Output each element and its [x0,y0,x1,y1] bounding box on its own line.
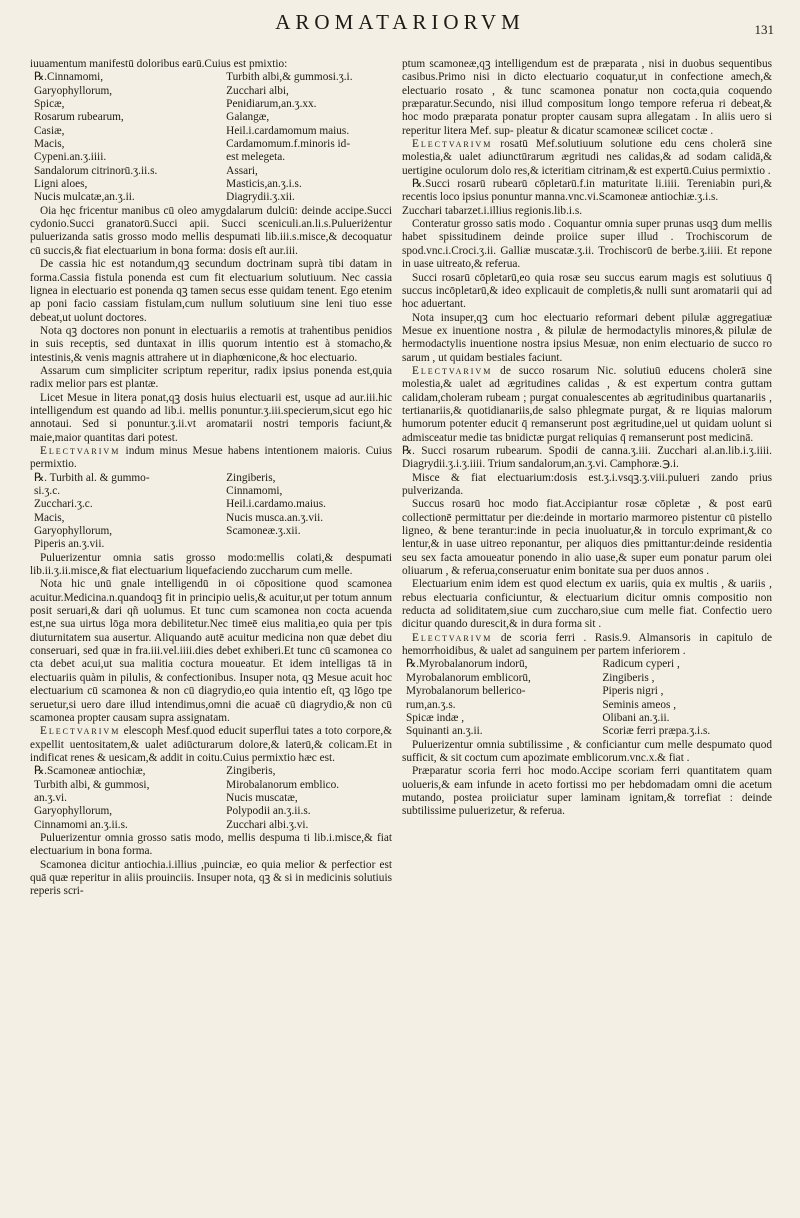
section-text: elescoph Mesf.quod educit superflui tates a toto corpore,& expellit uentositatem,& ualet adiūcturarum dolore,& laterū,& colicam.Et in indificat renes & uesicam,& addit in coitu.Cuius permixtio hæc est. [30,725,392,764]
ingredient: Garyophyllorum, [34,525,113,538]
ingredient: Macis, [34,138,65,151]
ingredient: Garyophyllorum, [34,805,113,818]
section-lead: Electvarivm [412,631,493,644]
ingredient: Zucchari albi.ʒ.vi. [226,818,309,831]
ingredient: est melegeta. [226,151,286,164]
section-lead: Electvarivm [412,138,493,151]
paragraph: ℞.Succi rosarū rubearū cōpletarū.f.in maturitate li.iiii. Tereniabin puri,& recentis loco ipsius ponuntur manna.vnc.vi.Scamoneæ antiochiæ.ʒ.i.s. [402,178,772,204]
ingredient: Turbith albi, & gummosi, [34,778,150,791]
ingredient: Nucis mulcatæ,an.ʒ.ii. [34,191,135,204]
paragraph: Assarum cum simpliciter scriptum reperitur, radix ipsius ponenda est,quia radix melior pars est plantæ. [30,364,392,391]
ingredient: Cypeni.an.ʒ.iiii. [34,151,107,164]
left-column [30,58,392,1198]
paragraph: Scamonea dicitur antiochia.i.illius ,puinciæ, eo quia melior & perfectior est quā quæ reperitur in aliis prouinciis. Insuper nota, qꝫ & si in medicinis solutiuis reperis scri- [30,858,392,898]
ingredient: Myrobalanorum emblicorū, [406,671,531,684]
ingredient: Nucis muscatæ, [226,791,298,804]
paragraph: Præparatur scoria ferri hoc modo.Accipe scoriam ferri quantitatem quam uolueris,& eam infunde in aceto fortissi mo per hebdomadam omni die acetum mutando, postea proiiciatur super laminam ignitam,& torrefiat : deinde subtilissime puluerizetur, & referua. [402,765,772,818]
ingredient: Scamoneæ.ʒ.xii. [226,525,301,538]
paragraph: Nota insuper,qꝫ cum hoc electuario reformari debent pilulæ aggregatiuæ Mesue ex inuentione nostra , & pilulæ de hermodactylis minores,& pilulæ de hermodactylis inuentione nostra ipsius Mesuæ, non enim electuario de succo ro sarum , ut quidam bestiales faciunt. [402,311,772,364]
ingredient: Cardamomum.f.minoris id- [226,138,351,151]
paragraph: Succi rosarū cōpletarū,eo quia rosæ seu succus earum magis est solutiuus q̄ succus incōpletarū,& ideo explicauit de completis,& nulli sunt aromatarii qui ad hoc aduertant. [402,271,772,311]
ingredient: Sandalorum citrinorū.ʒ.ii.s. [34,164,158,177]
ingredient: Myrobalanorum bellerico- [406,685,526,698]
paragraph: Oia hęc fricentur manibus cū oleo amygdalarum dulciū: deinde accipe.Succi cydonio.Succi granatorū.Succi apii. Succi sceniculi.an.li.s.Pulueriżentur puluerizanda satis grosso modo mellis despumati lib.iii.s.misce,& decoquatur cū succis,& fiat electuarium in bona forma: dosis eſt aur.iii. [30,204,392,257]
section-paragraph [30,445,392,472]
ingredient: Zingiberis , [602,671,655,684]
ingredient: Casiæ, [34,124,65,137]
running-title: AROMATARIORVM [275,10,525,34]
paragraph: Puluerizentur omnia subtilissime , & conficiantur cum melle despumato quod sufficit, & sit coctum cum apozimate emblicorum.vnc.x.& fiat . [402,738,772,764]
section-paragraph [402,365,772,445]
ingredient-list [402,658,772,738]
ingredient: ℞.Scamoneæ antiochiæ, [34,765,146,778]
paragraph: Electuarium enim idem est quod electum ex uariis, quia ex multis , & uariis , rebus electuaria conficiuntur, & electuarium dicitur omnis compositio non reducta ad soliditatem,siue cum zuccharo,siue cum melle fiat. Confectio uero dicitur quando durescit,& in dura forma sit . [402,578,772,631]
paragraph: Puluerizentur omnia satis grosso modo:mellis colati,& despumati lib.ii.ʒ.ii.misce,& fiat electuarium liquefaciendo zuccharum cum melle. [30,551,392,578]
paragraph: Succus rosarū hoc modo fiat.Accipiantur rosæ cōpletæ , & post earū collectionē permittatur per die:deinde in mortario marmoreo pistentur cū pistello ligneo, & bene terantur:inde in pecia inuoluatur,& in torculo exprimant,& co lentur,& in uase uitreo reponantur, per aliquos dies pmittantur:deinde residentia seu sex facta amoueatur ponendo in alio uase,& super eum ponatur parum olei oliuarum , & referua,conseruatur enim bonitate sua per duos annos . [402,498,772,578]
ingredient: Penidiarum,an.ʒ.xx. [226,98,317,111]
paragraph: Puluerizentur omnia grosso satis modo, mellis despuma ti lib.i.misce,& fiat electuarium in bona forma. [30,831,392,858]
ingredient: Assari, [226,164,258,177]
ingredient: rum,an.ʒ.s. [406,698,456,711]
section-paragraph [30,725,392,765]
ingredient: Spicæ, [34,98,65,111]
ingredient: Zucchari albi, [226,84,289,97]
ingredient: Zingiberis, [226,471,276,484]
ingredient: Heil.i.cardamo.maius. [226,498,326,511]
ingredient: si.ʒ.c. [34,485,61,497]
ingredient: ℞.Cinnamomi, [34,71,104,84]
ingredient: Turbith albi,& gummosi.ʒ.i. [226,71,353,84]
paragraph: Conteratur grosso satis modo . Coquantur omnia super prunas usqꝫ dum mellis habet spissitudinem deinde proiice super illud . Trochiscorum de spod.vnc.i.Croci.ʒ.ii. Galliæ muscatæ.ʒ.ii. Trochiscorū de berbe.ʒ.iiii. Et repone in uase uitreato,& referua. [402,218,772,271]
section-lead: Electvarivm [412,364,493,377]
ingredient: Masticis,an.ʒ.i.s. [226,178,302,191]
ingredient: Piperis nigri , [602,685,664,698]
ingredient: Macis, [34,511,65,524]
ingredient: Galangæ, [226,111,270,124]
ingredient: ℞.Myrobalanorum indorū, [406,658,528,671]
ingredient: Zingiberis, [226,765,276,778]
section-text: de succo rosarum Nic. solutiuū educens cholerā sine molestia,& ualet ad ægritudines calidas , & est expertum contra guttam calidam,choleram rubeam ; purgat conualescentes ab ægritudinibus quartanariis , tertianariis,& quotidianariis,de salso phlegmate purgat, & re liquias malorum humorum potenter educit q̄ remanserunt post ægritudine,uel ut quidam uolunt si admisceatur medie tas bnidictæ purgat reliquias q̄ remanserunt post medicinā. [402,364,772,444]
section-paragraph [402,138,772,178]
paragraph: Zucchari tabarzet.i.illius regionis.lib.i.s. [402,204,583,217]
ingredient: Piperis an.ʒ.vii. [34,538,105,551]
ingredient: Rosarum rubearum, [34,111,124,124]
ingredient-list [30,71,392,204]
page-header [0,8,800,44]
ingredient-list [30,765,392,832]
ingredient: Diagrydii.ʒ.xii. [226,191,295,204]
section-lead: Electvarivm [40,444,121,457]
ingredient: Ligni aloes, [34,178,88,191]
ingredient: Nucis musca.an.ʒ.vii. [226,511,324,524]
ingredient: Zucchari.ʒ.c. [34,498,93,511]
ingredient: Squinanti an.ʒ.ii. [406,725,483,738]
section-text: rosatū Mef.solutiuum solutione edu cens cholerā sine molestia,& ualet adiunctūrarum ægritudi nes calidas,& ad sodam calidā,& uertigine oculorum dolo res,& icteritiam citrinam,& est expertū.Cuius permixtio . [402,138,772,177]
ingredient: Heil.i.cardamomum maius. [226,124,350,137]
section-paragraph [402,632,772,659]
ingredient: Mirobalanorum emblico. [226,778,340,791]
ingredient: Polypodii an.ʒ.ii.s. [226,805,311,818]
section-text: indum minus Mesue habens intentionem maioris. Cuius permixtio. [30,444,392,471]
ingredient: Radicum cyperi , [602,658,680,671]
ingredient: Seminis ameos , [602,698,677,711]
paragraph: iuuamentum manifestū doloribus earū.Cuius est pmixtio: [30,58,288,70]
section-lead: Electvarivm [40,725,121,738]
ingredient: Spicæ indæ , [406,711,465,724]
ingredient: Olibani an.ʒ.ii. [602,711,670,724]
ingredient: an.ʒ.vi. [34,791,67,804]
paragraph: ℞. Succi rosarum rubearum. Spodii de canna.ʒ.iii. Zucchari al.an.lib.i.ʒ.iiii. Diagrydii.ʒ.i.ʒ.iiii. Trium sandalorum,an.ʒ.vi. Camphoræ.℈.i. [402,444,772,471]
ingredient-list [30,472,392,552]
ingredient: Cinnamomi an.ʒ.ii.s. [34,818,128,831]
paragraph: De cassia hic est notandum,qꝫ secundum doctrinam suprà tibi datam in forma.Cassia fistula ponenda est cum fit electuarium solutiuum. Nec cassia lignea in electuario est ponenda qꝫ tamen secus esse quidam tenent. Ego etenim ap poni facio cassiam fistulam,cum nullum solutiuum sine leni tiuo esse debeat,ut uolunt doctores. [30,258,392,324]
ingredient: Garyophyllorum, [34,84,113,97]
section-text: de scoria ferri . Rasis.9. Almansoris in capitulo de hemorrhoidibus, & ualet ad sanguinem per partem inferiorem . [402,631,772,658]
ingredient: ℞. Turbith al. & gummo- [34,471,150,484]
page-number: 131 [754,22,774,37]
ingredient: Cinnamomi, [226,485,283,497]
paragraph: Nota qꝫ doctores non ponunt in electuariis a remotis at trahentibus penidios in suis receptis, sed duntaxat in illis quorum intentio est à stomacho,& intestinis,& venis magnis attrahere ut in diaphœnicone,& hoc electuario. [30,324,392,364]
paragraph: ptum scamoneæ,qꝫ intelligendum est de præparata , nisi in duobus sequentibus casibus.Primo nisi in dicto electuario coquatur,ut in confectione amech,& electuario rosato , & tunc scamonea ponatur non cocta,quia coquendo præparatur.Secundo, nisi illud compositum longo tempore referua ri debeat,& hoc modo præparata ponatur propter causam supra allegatam . In aliis uero si reperitur litera Mef. sup- pleatur & dicatur scamoneæ scilicet coctæ . [402,58,772,137]
ingredient: Scoriæ ferri præpa.ʒ.i.s. [602,725,711,738]
paragraph: Nota hic unū gnale intelligendū in oi cōpositione quod scamonea acuitur.Medicina.n.quandoqꝫ fit in principio uelis,& acuitur,ut per totum annum posit seruari,& dari qñ uolumus. Et tunc cum scamonea non cocta acuenda est,ne sua uirtus lōga mora debilitetur.Nec timeē eius malitia,eo quia per tpis diuturnitatem sua ausertur. Aliquando autē acuitur medicina non quæ debet diu conseruari, sed quæ in fra.iii.vel.iiii.dies debet exhiberi.Et tunc cū scamonea co cta debet acui,ut sua malitia coctura moueatur. Et idem intelligas tā in electuariis quàm in pilulis, & confectionibus. Insuper nota, qꝫ Mesue acuit hoc electuarium cū scamonea & non cū diagrydio,eo quia intentio eſt, qꝫ lōgo tpe seruetur,si uero dare illud intendimus,omni die acuaē cū diagrydio,& non cū scamonea propter causam supra assignatam. [30,578,392,724]
paragraph: Misce & fiat electuarium:dosis est.ʒ.i.vsqꝫ.ʒ.viii.pulueri zando prius pulverizanda. [402,471,772,497]
right-column [402,58,772,1198]
paragraph: Licet Mesue in litera ponat,qꝫ dosis huius electuarii est, usque ad aur.iii.hic intelligendum est quando ad lib.i. mellis ponuntur.ʒ.iii.specierum,sicut ego hic annotaui. Sed si ponuntur.ʒ.ii.vt aromatarii nostri temporis faciunt,& maie,maior quantitas dari potest. [30,391,392,444]
ingredient [226,538,392,551]
